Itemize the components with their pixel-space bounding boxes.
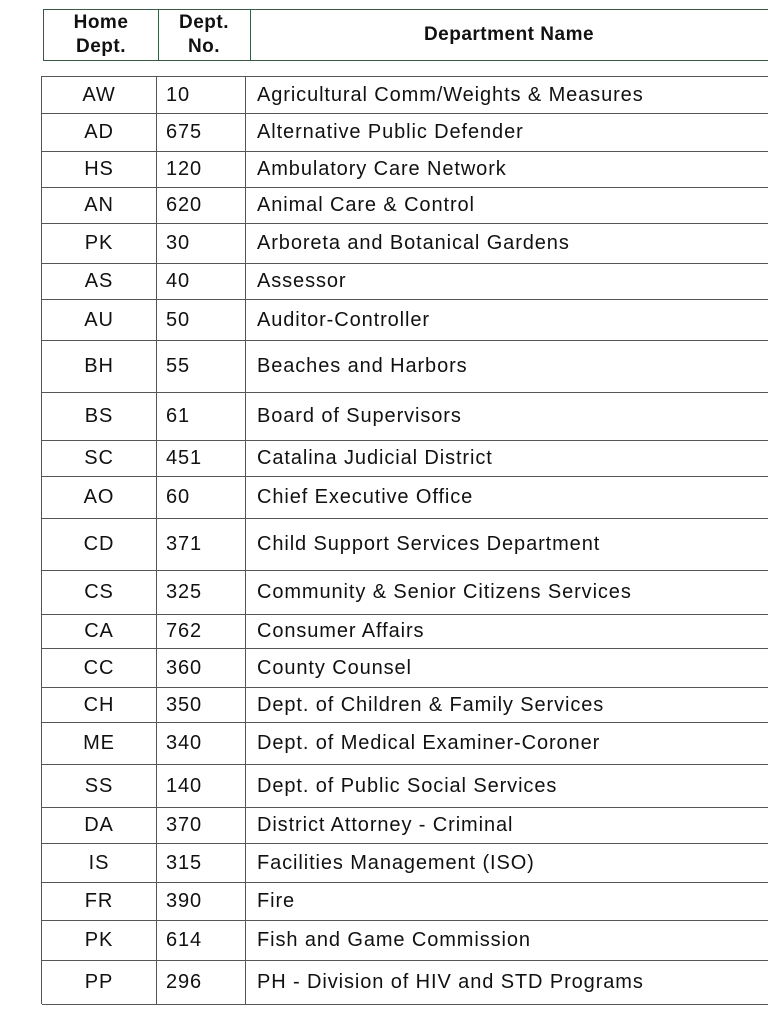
home-dept-code: SC	[84, 447, 114, 469]
home-dept-code: BS	[84, 405, 114, 427]
dept-number: 325	[166, 581, 203, 603]
home-dept-code: PP	[84, 971, 114, 993]
department-name: Consumer Affairs	[257, 620, 425, 642]
department-name: Fire	[257, 890, 296, 912]
home-dept-code: AU	[84, 308, 114, 331]
dept-number: 10	[166, 83, 191, 106]
department-name: Ambulatory Care Network	[257, 158, 507, 180]
dept-number: 30	[166, 232, 191, 254]
department-name: Child Support Services Department	[257, 533, 601, 555]
home-dept-code: AO	[83, 486, 115, 508]
home-dept-code: SS	[84, 774, 114, 797]
department-name: Chief Executive Office	[257, 486, 474, 508]
department-name: Catalina Judicial District	[257, 447, 493, 469]
table-row	[42, 300, 768, 341]
home-dept-code: IS	[88, 851, 110, 874]
table-row	[42, 341, 768, 393]
table-row	[42, 961, 768, 1005]
table-row	[42, 921, 768, 961]
dept-number: 620	[166, 194, 203, 216]
home-dept-code: AW	[82, 83, 116, 106]
home-dept-code: PK	[84, 232, 114, 254]
home-dept-code: CA	[84, 620, 114, 642]
department-name: Dept. of Public Social Services	[257, 774, 558, 797]
table-row	[42, 152, 768, 188]
home-dept-code: ME	[83, 732, 115, 754]
home-dept-code: DA	[84, 814, 114, 836]
dept-name-header-label: Department Name	[423, 24, 595, 45]
table-row	[42, 264, 768, 300]
department-name: Beaches and Harbors	[257, 355, 468, 377]
dept-number: 370	[166, 814, 203, 836]
table-row	[42, 571, 768, 615]
table-row	[42, 477, 768, 519]
home-dept-code: HS	[84, 158, 114, 180]
department-name: Assessor	[257, 270, 347, 292]
department-name: Alternative Public Defender	[257, 121, 524, 143]
dept-number: 61	[166, 405, 191, 427]
department-name: Arboreta and Botanical Gardens	[257, 232, 570, 254]
table-row	[42, 224, 768, 264]
dept-number: 390	[166, 890, 203, 912]
dept-number: 340	[166, 732, 203, 754]
home-dept-code: AN	[84, 194, 114, 216]
table-row	[42, 441, 768, 477]
department-name: Auditor-Controller	[257, 308, 430, 331]
dept-number: 371	[166, 533, 203, 555]
home-dept-code: AS	[84, 270, 114, 292]
department-name: Dept. of Medical Examiner-Coroner	[257, 732, 601, 754]
dept-number: 614	[166, 929, 203, 951]
table-row	[42, 723, 768, 765]
table-row	[42, 615, 768, 649]
dept-number: 350	[166, 693, 203, 716]
dept-number: 60	[166, 486, 191, 508]
dept-number: 120	[166, 158, 203, 180]
home-dept-header	[44, 10, 159, 60]
department-table	[41, 76, 768, 1004]
department-name: Agricultural Comm/Weights & Measures	[257, 83, 644, 106]
dept-number: 315	[166, 851, 203, 874]
department-name: Dept. of Children & Family Services	[257, 693, 605, 716]
table-row	[42, 883, 768, 921]
dept-no-header	[158, 10, 251, 60]
table-row	[42, 765, 768, 808]
dept-number: 360	[166, 656, 203, 679]
dept-name-header	[250, 10, 768, 60]
department-name: Animal Care & Control	[257, 194, 475, 216]
table-header	[43, 9, 768, 61]
table-row	[42, 393, 768, 441]
table-row	[42, 808, 768, 844]
dept-number: 55	[166, 355, 191, 377]
home-dept-code: CH	[83, 693, 115, 716]
dept-number: 762	[166, 620, 203, 642]
dept-number: 296	[166, 971, 203, 993]
dept-number: 40	[166, 270, 191, 292]
dept-no-header-label: Dept. No.	[179, 12, 229, 57]
dept-number: 451	[166, 447, 203, 469]
dept-number: 140	[166, 774, 203, 797]
home-dept-code: CD	[83, 533, 115, 555]
dept-number: 675	[166, 121, 203, 143]
table-row	[42, 188, 768, 224]
home-dept-header-label: Home Dept.	[73, 12, 129, 57]
table-row	[42, 688, 768, 723]
dept-number: 50	[166, 308, 191, 331]
table-row	[42, 77, 768, 114]
department-name: PH - Division of HIV and STD Programs	[257, 971, 644, 993]
home-dept-code: BH	[84, 355, 114, 377]
home-dept-code: CS	[84, 581, 114, 603]
department-name: Fish and Game Commission	[257, 929, 531, 951]
table-row	[42, 519, 768, 571]
department-name: Community & Senior Citizens Services	[257, 581, 632, 603]
home-dept-code: FR	[84, 890, 114, 912]
table-row	[42, 649, 768, 688]
home-dept-code: CC	[83, 656, 115, 679]
department-name: County Counsel	[257, 656, 412, 679]
table-row	[42, 844, 768, 883]
department-name: Board of Supervisors	[257, 405, 462, 427]
department-name: District Attorney - Criminal	[257, 814, 514, 836]
home-dept-code: PK	[84, 929, 114, 951]
department-name: Facilities Management (ISO)	[257, 851, 535, 874]
table-row	[42, 114, 768, 152]
home-dept-code: AD	[84, 121, 114, 143]
